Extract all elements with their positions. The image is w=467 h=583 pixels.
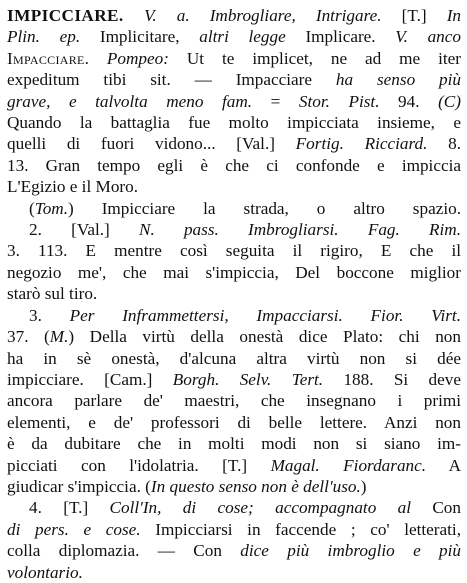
entry-text: 3. 113. E mentre così seguita il rigiro, E che il — [7, 241, 461, 261]
headword: IMPICCIARE. — [7, 6, 145, 25]
entry-text: Impicciarsi in faccende ; co' letterati, — [155, 519, 461, 539]
entry-line — [7, 198, 461, 219]
entry-text: 3. — [29, 305, 70, 325]
entry-text: 8. — [448, 134, 461, 154]
entry-line — [7, 155, 461, 176]
entry-text: . — [84, 48, 107, 68]
entry-line — [7, 369, 461, 390]
entry-text: 2. [Val.] — [29, 220, 139, 240]
italic-text: Plin. ep. — [7, 27, 100, 47]
entry-text: colla diplomazia. — Con — [7, 541, 241, 561]
entry-line — [7, 91, 461, 112]
entry-line — [7, 26, 461, 47]
italic-text: Stor. Pist. — [298, 91, 399, 111]
entry-line — [7, 497, 461, 518]
italic-text: V. a. Imbrogliare, Intrigare. — [144, 6, 402, 25]
entry-text: picciati con l'idolatria. [T.] — [7, 455, 271, 475]
entry-text: Quando la battaglia fue molto impicciata insieme, e — [7, 113, 461, 133]
entry-text: ) Della virtù della onestà dice Plato: chi non — [68, 327, 461, 347]
italic-text: N. pass. Imbrogliarsi. Fag. Rim. — [138, 220, 461, 240]
entry-line — [7, 390, 461, 411]
entry-text: ) Impicciare la strada, o altro spazio. — [68, 198, 461, 218]
entry-text: 37. ( — [7, 327, 50, 347]
entry-text: 94. — [398, 91, 439, 111]
italic-text: grave, e talvolta meno fam. — [7, 91, 271, 111]
entry-text: L'Egizio e il Moro. — [7, 177, 139, 197]
italic-text: volontario. — [7, 562, 83, 582]
italic-text: Magal. Fiordaranc. — [270, 455, 427, 475]
entry-text: elementi, e de' professori di belle lettere. Anzi non — [7, 412, 461, 432]
entry-text: negozio me', che mai s'impiccia, Del boccone miglior — [7, 262, 461, 282]
italic-text: Per Inframmettersi, Impacciarsi. Fior. Virt. — [69, 305, 461, 325]
entry-text: ) — [360, 476, 367, 496]
entry-text: A — [426, 455, 461, 475]
entry-text: Con — [432, 498, 461, 518]
entry-line — [7, 48, 461, 69]
entry-text: 188. Si deve — [343, 369, 461, 389]
entry-text: 4. [T.] — [29, 498, 110, 518]
entry-line — [7, 540, 461, 561]
entry-line — [7, 240, 461, 261]
entry-line — [7, 519, 461, 540]
italic-text: V. anco — [395, 27, 461, 47]
entry-line — [7, 562, 461, 583]
entry-text: expeditum tibi sit. — Impacciare — [7, 70, 336, 90]
entry-text: ancora parlare de' maestri, che insegnano i primi — [7, 391, 461, 411]
italic-text: In — [446, 6, 461, 25]
entry-text: giudicar s'impiccia. ( — [7, 476, 151, 496]
entry-text: [T.] — [401, 6, 447, 25]
dictionary-entry-impicciare — [7, 5, 461, 583]
entry-text: 13. Gran tempo egli è che ci confonde e impiccia — [7, 155, 461, 175]
entry-text: ( — [29, 198, 35, 218]
entry-line — [7, 5, 461, 26]
entry-text: quelli di fuori vidono... [Val.] — [7, 134, 296, 154]
entry-line — [7, 476, 461, 497]
entry-text: Implicitare, — [99, 27, 200, 47]
italic-text: dice più imbroglio e più — [240, 541, 461, 561]
entry-text: starò sul tiro. — [7, 284, 98, 304]
italic-text: Coll'In, di cose; accompagnato al — [109, 498, 433, 518]
entry-text: impicciare. [Cam.] — [7, 369, 173, 389]
italic-text: Tom. — [34, 198, 69, 218]
italic-text: In questo senso non è dell'uso. — [150, 476, 361, 496]
italic-text: Borgh. Selv. Tert. — [172, 369, 344, 389]
italic-text: M. — [49, 327, 69, 347]
italic-text: di pers. e cose. — [7, 519, 156, 539]
entry-line — [7, 455, 461, 476]
entry-line — [7, 262, 461, 283]
italic-text: Fortig. Ricciard. — [295, 134, 449, 154]
entry-line — [7, 412, 461, 433]
italic-text: Pompeo: — [106, 48, 187, 68]
entry-line — [7, 326, 461, 347]
entry-line — [7, 283, 461, 304]
entry-text: = — [270, 91, 299, 111]
italic-text: ha senso più — [335, 70, 461, 90]
entry-line — [7, 133, 461, 154]
entry-text: ha in sè onestà, d'alcuna altra virtù non si dée — [7, 348, 461, 368]
entry-text: Implicare. — [305, 27, 396, 47]
entry-text: Impacciare — [7, 48, 85, 68]
entry-line — [7, 112, 461, 133]
entry-line — [7, 348, 461, 369]
italic-text: (C) — [438, 91, 461, 111]
entry-line — [7, 176, 461, 197]
entry-line — [7, 69, 461, 90]
entry-text: è da dubitare che in molti modi non si siano im- — [7, 434, 461, 454]
entry-line — [7, 433, 461, 454]
entry-line — [7, 305, 461, 326]
italic-text: altri legge — [199, 27, 306, 47]
entry-line — [7, 219, 461, 240]
entry-text: Ut te implicet, ne ad me iter — [186, 48, 461, 68]
